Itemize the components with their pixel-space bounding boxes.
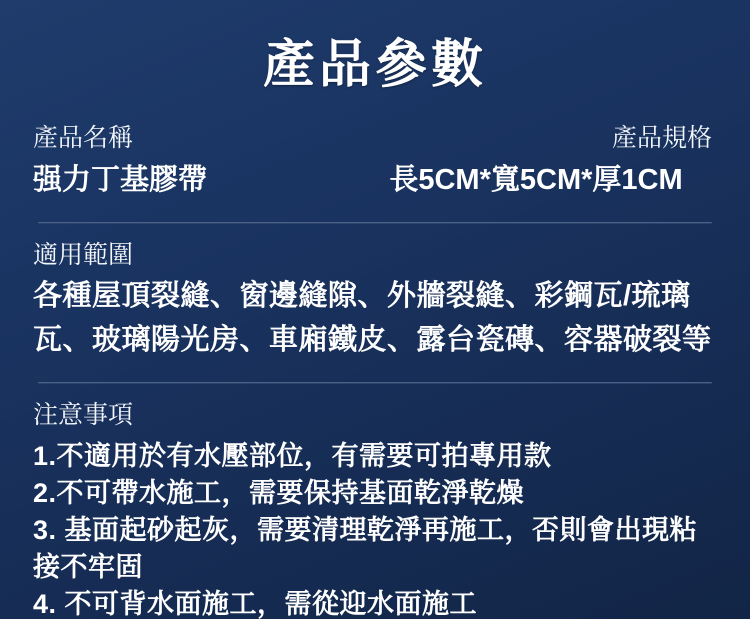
product-name-value: 强力丁基膠帶 bbox=[33, 164, 208, 197]
product-spec-label: 產品規格 bbox=[611, 124, 712, 153]
product-spec-value: 長5CM*寬5CM*厚1CM bbox=[389, 164, 683, 197]
section-divider-top bbox=[38, 222, 712, 224]
scope-section bbox=[0, 239, 750, 362]
product-spec-block bbox=[360, 122, 712, 198]
scope-body: 各種屋頂裂縫、窗邊縫隙、外牆裂縫、彩鋼瓦/琉璃瓦、玻璃陽光房、車廂鐵皮、露台瓷磚、容器破裂等 bbox=[33, 280, 712, 357]
notes-list bbox=[33, 438, 717, 619]
notes-section bbox=[0, 399, 750, 619]
note-item: 3. 基面起砂起灰，需要清理乾淨再施工，否則會出現粘接不牢固 bbox=[33, 515, 698, 583]
product-info-row bbox=[0, 122, 750, 198]
product-name-block bbox=[33, 122, 207, 198]
note-item: 4. 不可背水面施工，需從迎水面施工 bbox=[33, 589, 478, 619]
section-divider-bottom bbox=[38, 382, 712, 384]
product-name-label: 產品名稱 bbox=[33, 124, 134, 153]
note-item: 1.不適用於有水壓部位，有需要可拍專用款 bbox=[33, 441, 552, 472]
scope-heading: 適用範圍 bbox=[33, 241, 134, 270]
page-title: 產品參數 bbox=[262, 36, 487, 94]
notes-heading: 注意事項 bbox=[33, 401, 134, 430]
note-item: 2.不可帶水施工，需要保持基面乾淨乾燥 bbox=[33, 478, 525, 509]
